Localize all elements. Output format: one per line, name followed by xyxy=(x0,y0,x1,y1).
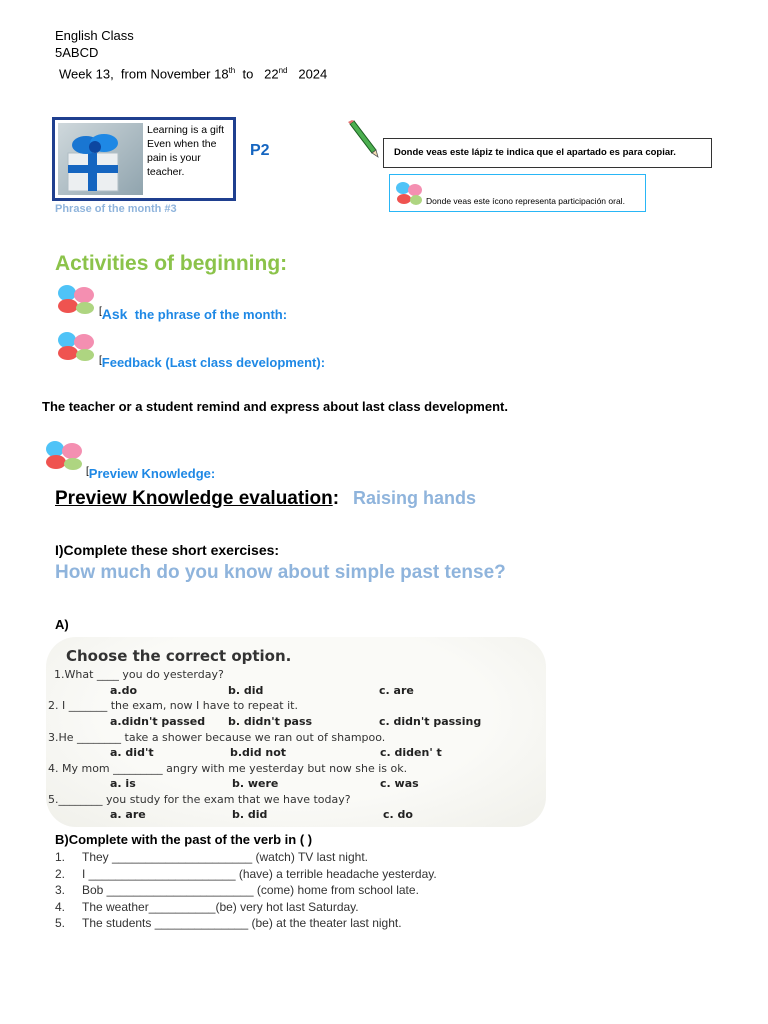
list-item: 4. The weather__________(be) very hot last Saturday. xyxy=(55,899,359,914)
quiz-question: 3.He ________ take a shower because we ran out of shampoo. xyxy=(48,731,386,744)
quiz-question: 1.What ____ you do yesterday? xyxy=(54,668,224,681)
evaluation-line: Preview Knowledge evaluation: Raising hands xyxy=(55,488,477,509)
section-subtitle: How much do you know about simple past tense? xyxy=(55,562,506,583)
quiz-question: 4. My mom _________ angry with me yesterday but now she is ok. xyxy=(48,762,408,775)
speech-bubbles-icon xyxy=(44,439,84,476)
phrase-caption: Phrase of the month #3 xyxy=(55,203,177,215)
part-b-title: B)Complete with the past of the verb in ( ) xyxy=(55,832,313,847)
part-a-label: A) xyxy=(55,617,69,632)
activity-feedback: [Feedback (Last class development): xyxy=(99,355,326,370)
quiz-option: b. did xyxy=(232,808,268,821)
quiz-option: c. do xyxy=(383,808,413,821)
quiz-question: 5.________ you study for the exam that we have today? xyxy=(48,793,351,806)
list-item: 2. I ______________________ (have) a terrible headache yesterday. xyxy=(55,866,437,881)
list-item: 3. Bob ______________________ (come) home from school late. xyxy=(55,883,419,897)
quiz-heading: Choose the correct option. xyxy=(66,647,292,665)
quiz-question: 2. I _______ the exam, now I have to repeat it. xyxy=(48,699,298,712)
quiz-option: b. did xyxy=(228,684,264,697)
pencil-note-text: Donde veas este lápiz te indica que el apartado es para copiar. xyxy=(394,147,676,158)
speech-bubbles-icon xyxy=(56,283,96,320)
quiz-option: c. didn't passing xyxy=(379,715,482,728)
list-item: 5. The students ______________ (be) at the theater last night. xyxy=(55,916,402,930)
quiz-option: b.did not xyxy=(230,746,287,759)
class-title: English Class xyxy=(55,28,134,43)
class-group: 5ABCD xyxy=(55,45,99,60)
quiz-option: a. is xyxy=(110,777,136,790)
quiz-option: c. was xyxy=(380,777,419,790)
feedback-text: The teacher or a student remind and express about last class development. xyxy=(42,399,508,414)
phrase-text: Learning is a gift Even when the pain is your teacher. xyxy=(147,124,225,178)
part-b-list xyxy=(55,849,437,932)
activity-preview: [Preview Knowledge: xyxy=(86,466,216,481)
quiz-option: b. didn't pass xyxy=(228,715,313,728)
oral-note-text: Donde veas este ícono representa participación oral. xyxy=(426,196,625,206)
quiz-option: a. are xyxy=(110,808,146,821)
gift-image xyxy=(58,123,143,195)
oral-note-box xyxy=(389,174,646,212)
phrase-card xyxy=(52,117,236,201)
activity-ask: [Ask the phrase of the month: xyxy=(99,306,288,322)
list-item: 1. They _____________________ (watch) TV last night. xyxy=(55,850,368,864)
speech-bubbles-icon xyxy=(56,330,96,367)
quiz-option: c. diden' t xyxy=(380,746,442,759)
quiz-option: c. are xyxy=(379,684,414,697)
quiz-option: a. did't xyxy=(110,746,154,759)
activities-heading: Activities of beginning: xyxy=(55,252,288,275)
quiz-option: b. were xyxy=(232,777,279,790)
pencil-icon xyxy=(344,120,380,163)
quiz-option: a.didn't passed xyxy=(110,715,206,728)
section-title: I)Complete these short exercises: xyxy=(55,542,280,558)
week-line: Week 13, from November 18th to 22nd 2024 xyxy=(59,66,328,82)
page-label: P2 xyxy=(250,142,270,159)
quiz-image xyxy=(46,637,546,827)
quiz-option: a.do xyxy=(110,684,138,697)
speech-bubbles-icon xyxy=(395,180,423,211)
pencil-note-box xyxy=(383,138,712,168)
